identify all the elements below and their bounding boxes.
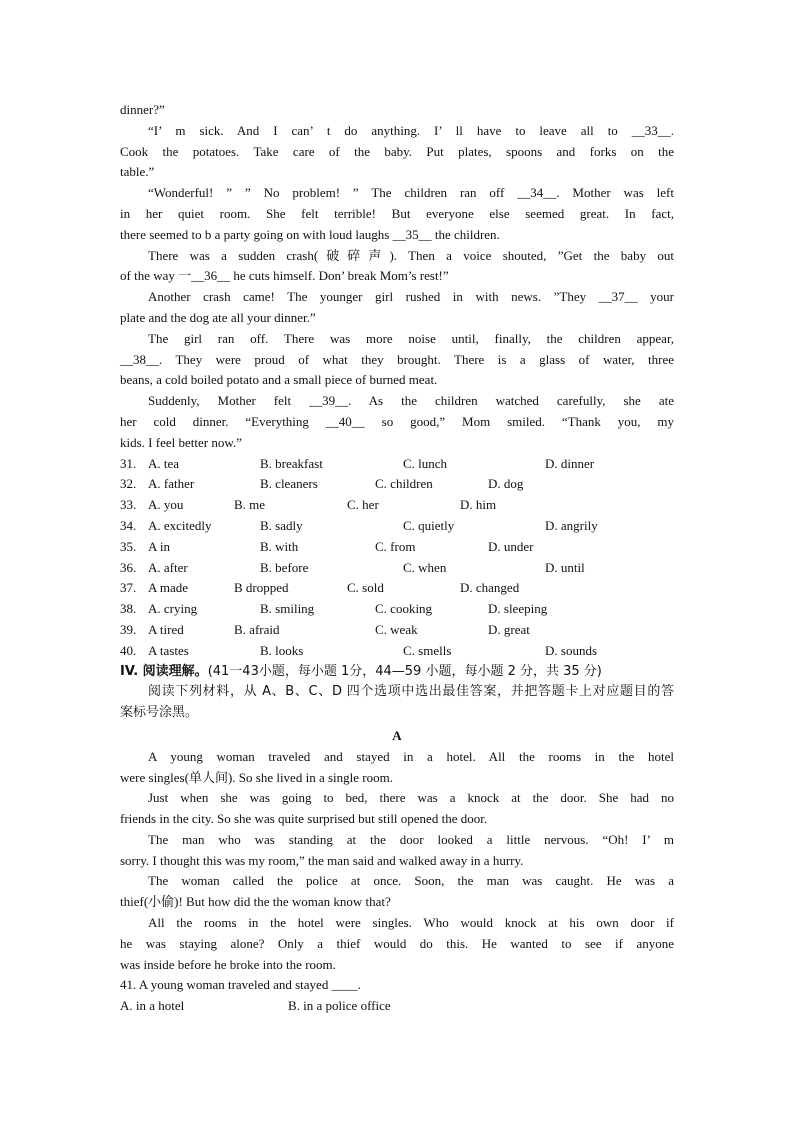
answer-choice: B. smiling xyxy=(260,601,315,617)
answer-choice: D. dog xyxy=(488,476,524,492)
text-line: he was staying alone? Only a thief would do this. He wanted to see if anyone xyxy=(120,935,674,951)
text-line: All the rooms in the hotel were singles. Who would knock at his own door if xyxy=(148,915,674,931)
answer-choice: A tired xyxy=(148,621,184,637)
passage_a-paragraph xyxy=(120,830,674,872)
answer-choice: A. crying xyxy=(148,601,198,617)
text-line: A young woman traveled and stayed in a hotel. All the rooms in the hotel xyxy=(148,748,674,764)
passage_cloze-paragraph xyxy=(120,100,674,121)
option-row xyxy=(120,454,674,475)
text-line: Just when she was going to bed, there was a knock at the door. She had no xyxy=(148,790,674,806)
answer-choice: C. weak xyxy=(375,621,418,637)
answer-choice: A. you xyxy=(148,497,184,513)
text-line: of the way 一__36__ he cuts himself. Don’ break Mom’s rest!” xyxy=(120,268,449,284)
option-row xyxy=(120,996,674,1017)
passage_a-paragraph xyxy=(120,871,674,913)
answer-choice: B. with xyxy=(260,538,299,554)
question-number: 37. xyxy=(120,580,137,596)
text-line: The woman called the police at once. Soon, the man was caught. He was a xyxy=(148,873,674,889)
section-title: IV. 阅读理解。 xyxy=(120,663,208,679)
question-number: 38. xyxy=(120,601,137,617)
answer-choice: C. cooking xyxy=(375,601,433,617)
answer-choice: B. breakfast xyxy=(260,455,323,471)
passage_cloze-paragraph xyxy=(120,329,674,391)
question-number: 36. xyxy=(120,559,137,575)
text-line: in her quiet room. She felt terrible! But everyone else seemed great. In fact, xyxy=(120,205,674,221)
question-stem: 41. A young woman traveled and stayed ____. xyxy=(120,977,361,993)
option-row xyxy=(120,641,674,662)
answer-choice: C. lunch xyxy=(403,455,448,471)
text-line: Cook the potatoes. Take care of the baby. Put plates, spoons and forks on the xyxy=(120,143,674,159)
answer-choice: C. quietly xyxy=(403,517,455,533)
option-row xyxy=(120,537,674,558)
answer-choice: D. dinner xyxy=(545,455,595,471)
section-heading xyxy=(120,662,674,683)
answer-choice: C. smells xyxy=(403,642,452,658)
answer-choice: C. her xyxy=(347,497,379,513)
section-points: (41一43小题，每小题 1分，44—59 小题，每小题 2 分，共 35 分) xyxy=(207,663,602,679)
instructions-line: 阅读下列材料，从 A、B、C、D 四个选项中选出最佳答案，并把答题卡上对应题目的答 xyxy=(148,684,674,700)
answer-choice: B. before xyxy=(260,559,309,575)
document-page xyxy=(120,100,674,1017)
answer-choice: C. from xyxy=(375,538,416,554)
option-row xyxy=(120,516,674,537)
answer-choice: B. cleaners xyxy=(260,476,318,492)
text-line: her cold dinner. “Everything __40__ so good,” Mom smiled. “Thank you, my xyxy=(120,413,674,429)
text-line: The girl ran off. There was more noise until, finally, the children appear, xyxy=(148,330,674,346)
passage_cloze-paragraph xyxy=(120,183,674,245)
answer-choice: C. when xyxy=(403,559,447,575)
answer-choice: A. excitedly xyxy=(148,517,212,533)
option-row xyxy=(120,558,674,579)
answer-choice: A. after xyxy=(148,559,188,575)
question-number: 35. xyxy=(120,538,137,554)
text-line: kids. I feel better now.” xyxy=(120,434,242,450)
answer-choice: B. looks xyxy=(260,642,304,658)
text-line: dinner?” xyxy=(120,102,165,117)
text-line: beans, a cold boiled potato and a small piece of burned meat. xyxy=(120,372,438,388)
text-line: were singles(单人间). So she lived in a single room. xyxy=(120,769,393,785)
answer-choice: C. sold xyxy=(347,580,384,596)
answer-choice: B. in a police office xyxy=(288,998,391,1014)
answer-choice: A tastes xyxy=(148,642,189,658)
instructions-line: 案标号涂黑。 xyxy=(120,705,199,721)
answer-choice: D. angrily xyxy=(545,517,598,533)
answer-choice: B. me xyxy=(234,497,266,513)
option-row xyxy=(120,474,674,495)
answer-choice: D. sounds xyxy=(545,642,598,658)
answer-choice: D. under xyxy=(488,538,534,554)
text-line: “Wonderful! ” ” No problem! ” The children ran off __34__. Mother was left xyxy=(148,185,674,201)
question-number: 31. xyxy=(120,455,137,471)
answer-choice: D. until xyxy=(545,559,585,575)
answer-choice: B. sadly xyxy=(260,517,303,533)
answer-choice: B. afraid xyxy=(234,621,280,637)
text-line: sorry. I thought this was my room,” the man said and walked away in a hurry. xyxy=(120,852,524,868)
question-number: 40. xyxy=(120,642,137,658)
passage_cloze-paragraph xyxy=(120,391,674,453)
passage_cloze-paragraph xyxy=(120,121,674,183)
answer-choice: A made xyxy=(148,580,189,596)
question-number: 32. xyxy=(120,476,137,492)
text-line: __38__. They were proud of what they brought. There is a glass of water, three xyxy=(120,351,674,367)
answer-choice: D. him xyxy=(460,497,497,513)
text-line: Suddenly, Mother felt __39__. As the children watched carefully, she ate xyxy=(148,393,674,409)
option-row xyxy=(120,495,674,516)
passage_a-paragraph xyxy=(120,913,674,975)
text-line: There was a sudden crash(破碎声). Then a voice shouted, ”Get the baby out xyxy=(148,247,674,263)
answer-choice: A. tea xyxy=(148,455,180,471)
text-line: thief(小偷)! But how did the the woman know that? xyxy=(120,894,391,910)
answer-choice: D. sleeping xyxy=(488,601,548,617)
answer-choice: A. in a hotel xyxy=(120,998,185,1014)
text-line: The man who was standing at the door looked a little nervous. “Oh! I’ m xyxy=(148,831,674,847)
text-line: friends in the city. So she was quite surprised but still opened the door. xyxy=(120,811,488,827)
passage_a-paragraph xyxy=(120,788,674,830)
answer-choice: A in xyxy=(148,538,171,554)
answer-choice: D. changed xyxy=(460,580,520,596)
question-number: 33. xyxy=(120,497,137,513)
option-row xyxy=(120,578,674,599)
answer-choice: A. father xyxy=(148,476,195,492)
option-row xyxy=(120,599,674,620)
passage-label: A xyxy=(392,727,402,743)
text-line: Another crash came! The younger girl rushed in with news. ”They __37__ your xyxy=(148,289,674,305)
option-row xyxy=(120,620,674,641)
passage_cloze-paragraph xyxy=(120,246,674,288)
text-line: was inside before he broke into the room. xyxy=(120,956,336,972)
text-line: “I’ m sick. And I can’ t do anything. I’ ll have to leave all to __33__. xyxy=(148,122,674,138)
answer-choice: C. children xyxy=(375,476,433,492)
text-line: table.” xyxy=(120,164,155,180)
passage_a-paragraph xyxy=(120,747,674,789)
text-line: plate and the dog ate all your dinner.” xyxy=(120,309,316,325)
answer-choice: D. great xyxy=(488,621,530,637)
question-number: 39. xyxy=(120,621,137,637)
passage_cloze-paragraph xyxy=(120,287,674,329)
answer-choice: B dropped xyxy=(234,580,289,596)
text-line: there seemed to b a party going on with loud laughs __35__ the children. xyxy=(120,226,500,242)
question-number: 34. xyxy=(120,517,137,533)
